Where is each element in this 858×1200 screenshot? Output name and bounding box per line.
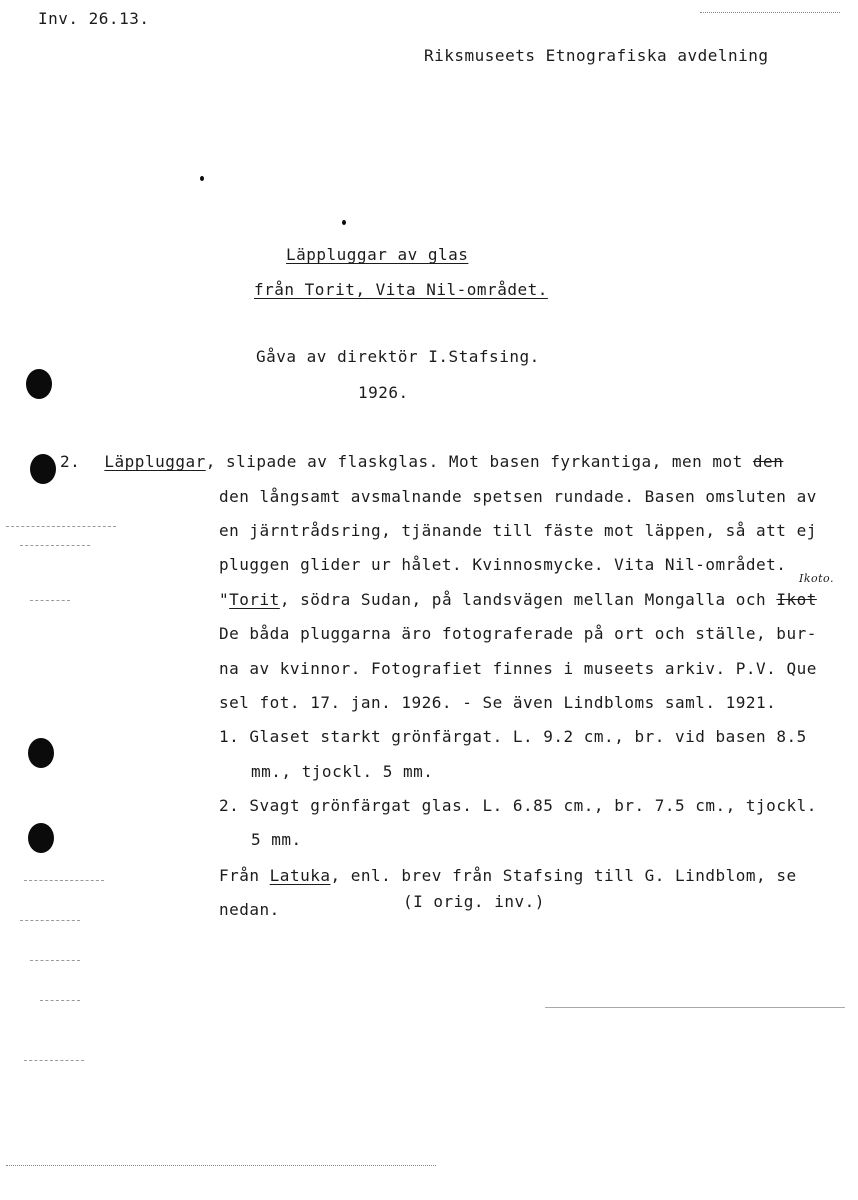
entry-line-5-term: Torit [229,590,280,609]
item-1-line-1: Glaset starkt grönfärgat. L. 9.2 cm., br. vid basen 8.5 [249,727,807,746]
source-rest: , enl. brev från Stafsing till G. Lindblom, se [330,866,797,885]
entry-line-1 [60,452,783,471]
scan-noise [6,526,116,527]
entry-line-1-text: , slipade av flaskglas. Mot basen fyrkantiga, men mot [205,452,743,471]
entry-line-2: den långsamt avsmalnande spetsen rundade. Basen omsluten av [219,487,817,506]
donation-year: 1926. [358,383,409,402]
inventory-number: Inv. 26.13. [38,9,150,28]
donation-text: Gåva av direktör I.Stafsing. [256,347,540,366]
page-edge [545,1007,845,1008]
entry-line-4: pluggen glider ur hålet. Kvinnosmycke. Vita Nil-området. [219,555,787,574]
institution-name: Riksmuseets Etnografiska avdelning [424,46,769,65]
source-place: Latuka [269,866,331,885]
punch-hole [28,738,54,768]
page-edge [700,12,840,13]
ink-speck [342,220,346,225]
item-1-line-2: mm., tjockl. 5 mm. [251,762,434,781]
source-prefix: Från [219,866,270,885]
scan-noise [40,1000,80,1001]
struck-word-ikot: Ikot [776,590,817,609]
scan-noise [20,545,90,546]
source-line-2: nedan. [219,900,280,919]
item-2-line-1: Svagt grönfärgat glas. L. 6.85 cm., br. 7.5 cm., tjockl. [249,796,817,815]
punch-hole [30,454,56,484]
page-edge [6,1165,436,1166]
punch-hole [28,823,54,853]
item-2-line-2: 5 mm. [251,830,302,849]
struck-word-den: den [752,452,784,471]
item-1 [219,727,807,746]
scan-noise [30,600,70,601]
entry-line-5-text: , södra Sudan, på landsvägen mellan Mongalla och [279,590,767,609]
entry-line-7: na av kvinnor. Fotografiet finnes i museets arkiv. P.V. Que [219,659,817,678]
original-inventory-note: (I orig. inv.) [403,892,545,911]
scan-noise [24,880,104,881]
title-line-1: Läppluggar av glas [286,245,469,264]
scan-noise [20,920,80,921]
entry-line-3: en järntrådsring, tjänande till fäste mot läppen, så att ej [219,521,817,540]
scan-noise [24,1060,84,1061]
source-line-1 [219,866,797,885]
entry-count: 2. [60,452,81,471]
item-2-number: 2. [219,796,240,815]
punch-hole [26,369,52,399]
handwritten-insert: Ikoto. [799,572,834,585]
entry-line-5 [219,590,817,609]
title-line-2: från Torit, Vita Nil-området. [254,280,548,299]
item-2 [219,796,817,815]
item-1-number: 1. [219,727,240,746]
entry-line-8: sel fot. 17. jan. 1926. - Se även Lindbloms saml. 1921. [219,693,777,712]
scan-noise [30,960,80,961]
ink-speck [200,176,204,181]
entry-line-5-quote: " [219,590,230,609]
entry-line-6: De båda pluggarna äro fotograferade på ort och ställe, bur- [219,624,817,643]
entry-term: Läppluggar [104,452,206,471]
